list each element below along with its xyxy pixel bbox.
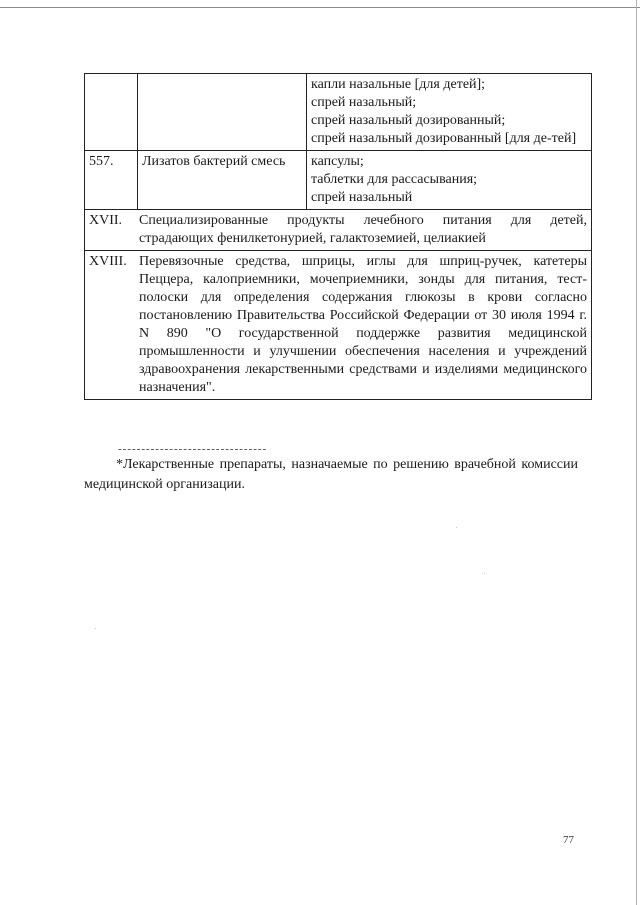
section-row xyxy=(85,251,592,400)
dosage-form: капсулы; xyxy=(311,154,364,169)
drug-name: Лизатов бактерий смесь xyxy=(138,151,307,210)
dosage-forms xyxy=(307,151,592,210)
row-number: 557. xyxy=(85,151,138,210)
page-number: 77 xyxy=(563,834,574,846)
scan-right-edge xyxy=(636,0,637,905)
scan-speck xyxy=(484,573,485,574)
drug-name xyxy=(138,74,307,151)
footnote-separator: -------------------------------- xyxy=(118,443,268,455)
dosage-form: спрей назальный дозированный; xyxy=(311,113,506,128)
section-row xyxy=(85,210,592,251)
dosage-form: спрей назальный xyxy=(311,190,413,205)
dosage-form: спрей назальный; xyxy=(311,95,417,110)
dosage-form: таблетки для рассасывания; xyxy=(311,172,478,187)
scan-top-edge xyxy=(0,7,640,8)
section-text: Перевязочные средства, шприцы, иглы для шприц-ручек, катетеры Пеццера, калоприемники, мочеприемники, зонды для питания, тест-полоски для определения содержания глюкозы в крови согласно постановлению Правительства Российской Федерации от 30 июля 1994 г. N 890 "О государственной поддержке развития медицинской промышленности и улучшении обеспечения населения и учреждений здравоохранения лекарственными средствами и изделиями медицинского назначения". xyxy=(139,254,587,395)
section-number: XVIII. xyxy=(89,254,127,269)
dosage-form: капли назальные [для детей]; xyxy=(311,77,486,92)
drug-table xyxy=(84,73,592,400)
section-cell xyxy=(85,210,592,251)
section-number: XVII. xyxy=(89,213,123,228)
section-text: Специализированные продукты лечебного питания для детей, страдающих фенилкетонурией, галактоземией, целиакией xyxy=(139,213,587,246)
dosage-forms xyxy=(307,74,592,151)
scan-speck xyxy=(456,527,457,528)
table-row xyxy=(85,151,592,210)
dosage-form: спрей назальный дозированный [для де-тей] xyxy=(311,131,577,146)
table-row xyxy=(85,74,592,151)
section-cell xyxy=(85,251,592,400)
row-number xyxy=(85,74,138,151)
scan-speck xyxy=(95,628,96,629)
footnote-text: *Лекарственные препараты, назначаемые по решению врачебной комиссии медицинской организации. xyxy=(84,457,578,492)
